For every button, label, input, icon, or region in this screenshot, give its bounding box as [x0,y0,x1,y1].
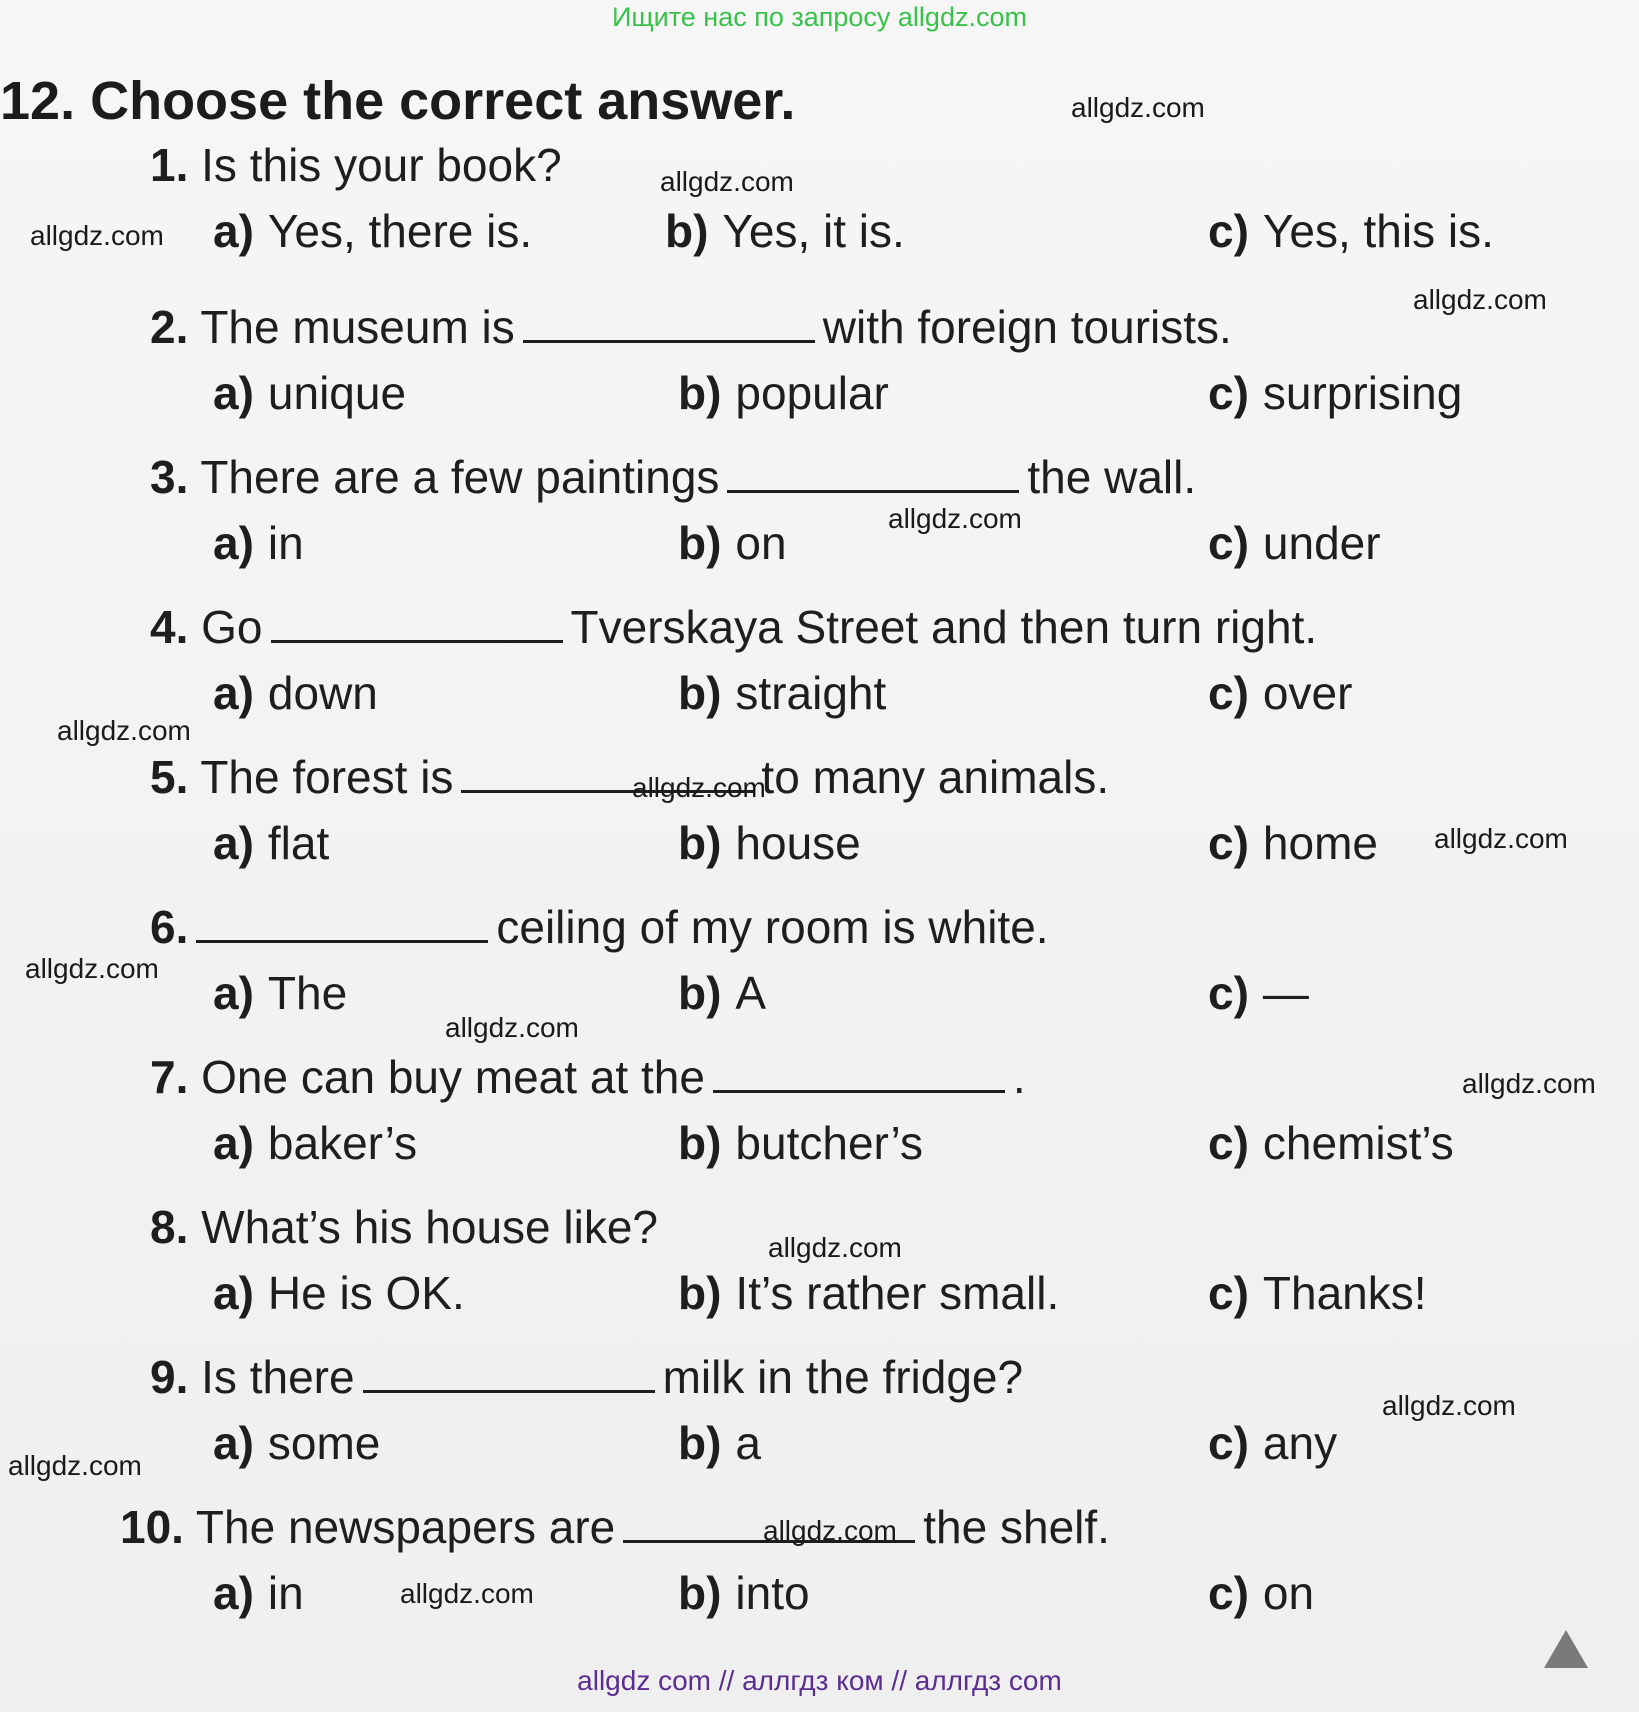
option-letter: b) [678,967,722,1019]
option-text: straight [735,667,887,719]
watermark: allgdz.com [888,503,1022,534]
question-text [150,450,1196,504]
watermark: allgdz.com [632,772,766,803]
option-letter: a) [213,517,254,569]
option-text: any [1262,1417,1338,1469]
footer-banner[interactable]: allgdz com // аллгдз ком // аллгдз com [577,1665,1062,1696]
question-prompt-end: the shelf. [923,1501,1110,1553]
option-letter: c) [1208,967,1249,1019]
option-letter: a) [213,1117,254,1169]
watermark: allgdz.com [1071,92,1205,123]
question-6 [0,900,1639,1050]
option-letter: c) [1208,667,1249,719]
question-prompt-end: Tverskaya Street and then turn right. [570,601,1318,653]
question-3 [0,450,1639,600]
option-letter: a) [213,817,254,869]
option-b[interactable] [678,666,886,720]
question-number: 4. [150,601,189,653]
question-number: 9. [150,1351,189,1403]
option-c[interactable] [1208,666,1352,720]
watermark: allgdz.com [768,1232,902,1263]
question-prompt: The forest is [200,751,454,803]
option-a[interactable] [213,1566,304,1620]
question-prompt: What’s his house like? [201,1201,658,1253]
question-number: 8. [150,1201,189,1253]
option-b[interactable] [678,516,787,570]
option-text: A [735,967,767,1019]
option-letter: b) [678,517,722,569]
option-letter: c) [1208,1117,1249,1169]
option-text: home [1262,817,1378,869]
option-text: — [1262,967,1309,1019]
option-b[interactable] [678,1416,761,1470]
watermark: allgdz.com [1382,1390,1516,1421]
option-letter: b) [678,1267,722,1319]
watermark: allgdz.com [1413,284,1547,315]
watermark: allgdz.com [763,1515,897,1546]
option-letter: c) [1208,1267,1249,1319]
answer-blank[interactable] [727,450,1019,493]
option-text: surprising [1262,367,1463,419]
option-c[interactable] [1208,366,1462,420]
option-letter: c) [1208,1567,1249,1619]
question-text [150,300,1232,354]
option-b[interactable] [678,1116,923,1170]
option-letter: b) [678,367,722,419]
question-number: 5. [150,751,189,803]
option-text: baker’s [267,1117,418,1169]
option-c[interactable] [1208,516,1381,570]
option-letter: b) [678,1117,722,1169]
watermark: allgdz.com [1462,1068,1596,1099]
answer-blank[interactable] [271,600,563,643]
triangle-marker-icon [1544,1630,1588,1668]
option-text: over [1262,667,1353,719]
question-text [150,900,1049,954]
option-a[interactable] [213,966,347,1020]
question-5 [0,750,1639,900]
option-letter: c) [1208,205,1249,257]
question-text [150,1350,1023,1404]
option-letter: a) [213,967,254,1019]
option-b[interactable] [678,366,889,420]
question-8 [0,1200,1639,1350]
question-2 [0,300,1639,450]
option-text: flat [267,817,330,869]
option-c[interactable] [1208,1266,1427,1320]
question-text [150,750,1109,804]
question-text [150,1050,1026,1104]
option-letter: a) [213,1417,254,1469]
option-text: Yes, there is. [267,205,533,257]
option-b[interactable] [678,1266,1059,1320]
option-a[interactable] [213,1116,417,1170]
option-text: Yes, this is. [1262,205,1494,257]
option-text: under [1262,517,1381,569]
option-text: on [735,517,787,569]
option-letter: a) [213,1567,254,1619]
option-a[interactable] [213,1416,380,1470]
option-b[interactable] [678,816,861,870]
question-prompt: One can buy meat at the [201,1051,705,1103]
option-letter: b) [678,667,722,719]
option-letter: b) [678,1567,722,1619]
option-letter: a) [213,1267,254,1319]
option-letter: a) [213,667,254,719]
question-prompt: There are a few paintings [200,451,720,503]
option-text: some [267,1417,381,1469]
option-text: butcher’s [735,1117,923,1169]
option-text: house [735,817,861,869]
option-text: He is OK. [267,1267,465,1319]
answer-blank[interactable] [196,900,488,943]
question-prompt: The museum is [200,301,515,353]
exercise-heading [0,70,795,132]
question-number: 1. [150,139,189,191]
question-4 [0,600,1639,750]
option-letter: a) [213,367,254,419]
option-a[interactable] [213,816,329,870]
question-prompt: Go [201,601,263,653]
option-text: in [267,517,304,569]
option-letter: c) [1208,817,1249,869]
option-text: on [1262,1567,1315,1619]
question-prompt-end: . [1012,1051,1026,1103]
top-banner[interactable]: Ищите нас по запросу allgdz.com [612,2,1027,32]
exercise-title: Choose the correct answer. [90,71,796,131]
option-a[interactable] [213,366,406,420]
option-text: in [267,1567,304,1619]
option-text: Yes, it is. [722,205,905,257]
answer-blank[interactable] [363,1350,655,1393]
question-number: 3. [150,451,189,503]
option-b[interactable] [678,1566,810,1620]
option-c[interactable] [1208,1416,1337,1470]
question-text [150,138,562,192]
option-letter: a) [213,205,254,257]
question-number: 2. [150,301,189,353]
option-c[interactable] [1208,1566,1314,1620]
question-prompt-end: with foreign tourists. [822,301,1232,353]
option-letter: b) [665,205,709,257]
question-prompt-end: to many animals. [761,751,1110,803]
option-letter: c) [1208,517,1249,569]
option-a[interactable] [213,1266,465,1320]
option-text: It’s rather small. [735,1267,1060,1319]
option-b[interactable] [678,966,766,1020]
question-prompt: Is this your book? [201,139,562,191]
watermark: allgdz.com [30,220,164,251]
option-c[interactable] [1208,204,1494,258]
question-1 [0,138,1639,288]
answer-blank[interactable] [713,1050,1005,1093]
question-prompt-end: ceiling of my room is white. [496,901,1049,953]
watermark: allgdz.com [660,166,794,197]
watermark: allgdz.com [445,1012,579,1043]
option-text: down [267,667,378,719]
watermark: allgdz.com [57,715,191,746]
question-number: 7. [150,1051,189,1103]
watermark: allgdz.com [8,1450,142,1481]
option-letter: c) [1208,1417,1249,1469]
option-c[interactable] [1208,1116,1454,1170]
option-letter: b) [678,1417,722,1469]
watermark: allgdz.com [1434,823,1568,854]
option-text: a [735,1417,762,1469]
question-prompt: Is there [201,1351,355,1403]
option-text: popular [735,367,889,419]
answer-blank[interactable] [523,300,815,343]
exercise-number: 12. [0,71,76,131]
question-text [150,600,1317,654]
option-text: chemist’s [1262,1117,1454,1169]
question-text [120,1500,1110,1554]
option-text: Thanks! [1262,1267,1427,1319]
watermark: allgdz.com [400,1578,534,1609]
option-a[interactable] [213,666,378,720]
option-a[interactable] [213,204,532,258]
option-c[interactable] [1208,816,1378,870]
watermark: allgdz.com [25,953,159,984]
question-prompt-end: the wall. [1027,451,1197,503]
question-number: 10. [120,1501,184,1553]
option-b[interactable] [665,204,905,258]
option-text: The [267,967,348,1019]
option-letter: c) [1208,367,1249,419]
option-text: into [735,1567,810,1619]
option-text: unique [267,367,407,419]
option-c[interactable] [1208,966,1309,1020]
question-9 [0,1350,1639,1500]
question-prompt-end: milk in the fridge? [662,1351,1024,1403]
question-number: 6. [150,901,189,953]
question-text [150,1200,658,1254]
question-prompt: The newspapers are [195,1501,616,1553]
question-7 [0,1050,1639,1200]
option-a[interactable] [213,516,304,570]
option-letter: b) [678,817,722,869]
